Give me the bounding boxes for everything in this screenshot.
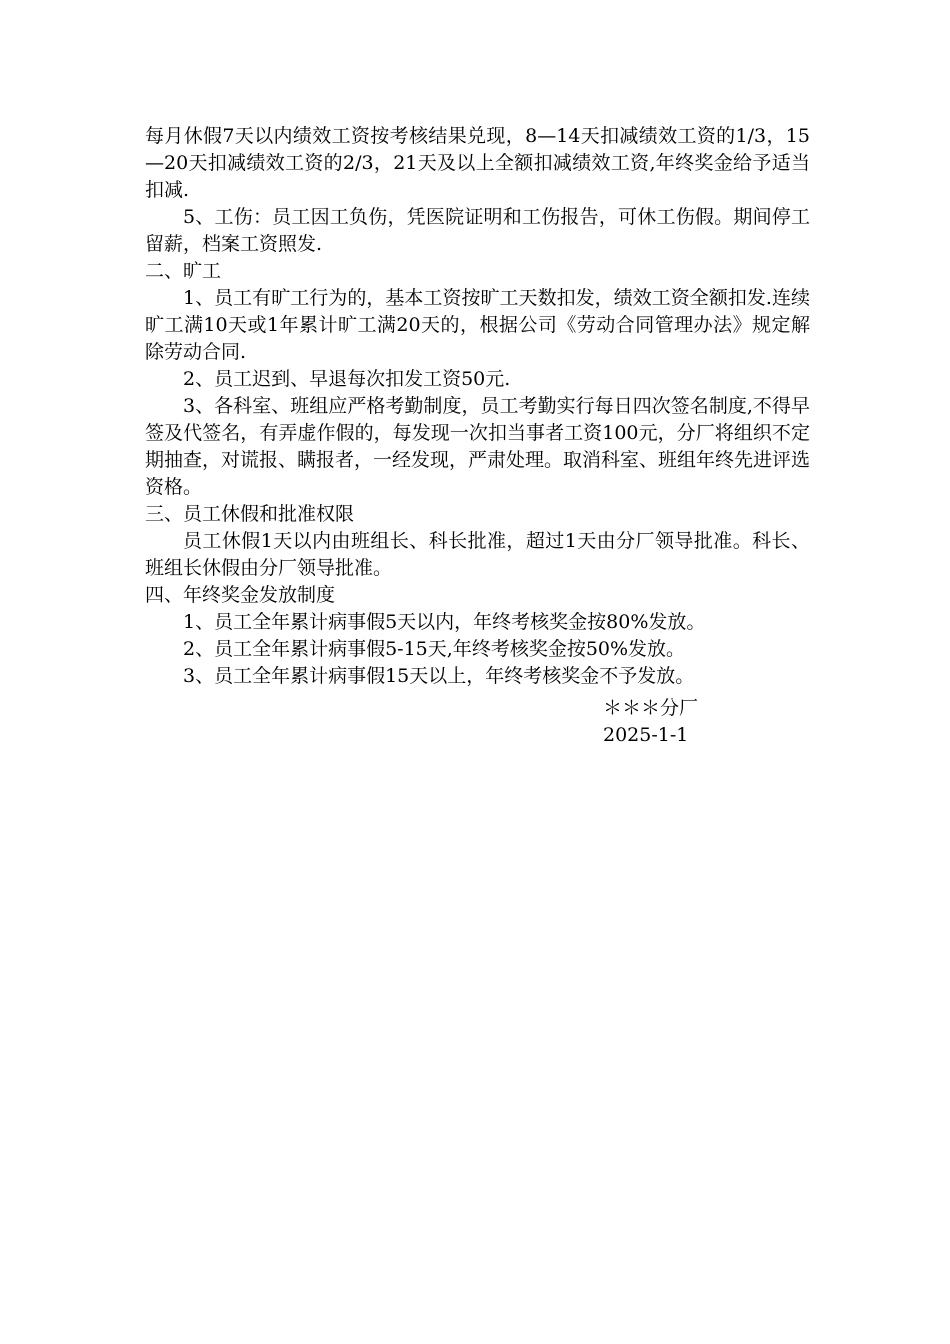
signature-org: ＊＊＊分厂 <box>603 697 699 719</box>
paragraph-leave-approval: 员工休假1天以内由班组长、科长批准，超过1天由分厂领导批准。科长、班组长休假由分厂领导批准。 <box>145 530 810 579</box>
section-heading-bonus: 四、年终奖金发放制度 <box>145 584 336 606</box>
signature-date: 2025-1-1 <box>603 724 689 746</box>
paragraph-absenteeism-3: 3、各科室、班组应严格考勤制度，员工考勤实行每日四次签名制度,不得早签及代签名，有弄虚作假的，每发现一次扣当事者工资100元，分厂将组织不定期抽查，对谎报、瞒报者，一经发现，严肃处理。取消科室、班组年终先进评选资格。 <box>145 395 811 498</box>
paragraph-leave-deduction: 每月休假7天以内绩效工资按考核结果兑现，8—14天扣减绩效工资的1/3，15—20天扣减绩效工资的2/3，21天及以上全额扣减绩效工资,年终奖金给予适当扣减. <box>145 125 810 201</box>
paragraph-absenteeism-2: 2、员工迟到、早退每次扣发工资50元. <box>183 368 511 390</box>
paragraph-absenteeism-1: 1、员工有旷工行为的，基本工资按旷工天数扣发，绩效工资全额扣发.连续旷工满10天或1年累计旷工满20天的，根据公司《劳动合同管理办法》规定解除劳动合同. <box>145 287 810 363</box>
paragraph-work-injury: 5、工伤：员工因工负伤，凭医院证明和工伤报告，可休工伤假。期间停工留薪，档案工资照发. <box>145 206 810 255</box>
section-heading-absenteeism: 二、旷工 <box>145 260 222 282</box>
paragraph-bonus-2: 2、员工全年累计病事假5-15天,年终考核奖金按50%发放。 <box>183 638 686 660</box>
paragraph-bonus-1: 1、员工全年累计病事假5天以内，年终考核奖金按80%发放。 <box>183 611 706 633</box>
document-body <box>145 123 810 690</box>
signature-block <box>603 695 698 749</box>
section-heading-leave-approval: 三、员工休假和批准权限 <box>145 503 355 525</box>
paragraph-bonus-3: 3、员工全年累计病事假15天以上，年终考核奖金不予发放。 <box>183 665 695 687</box>
